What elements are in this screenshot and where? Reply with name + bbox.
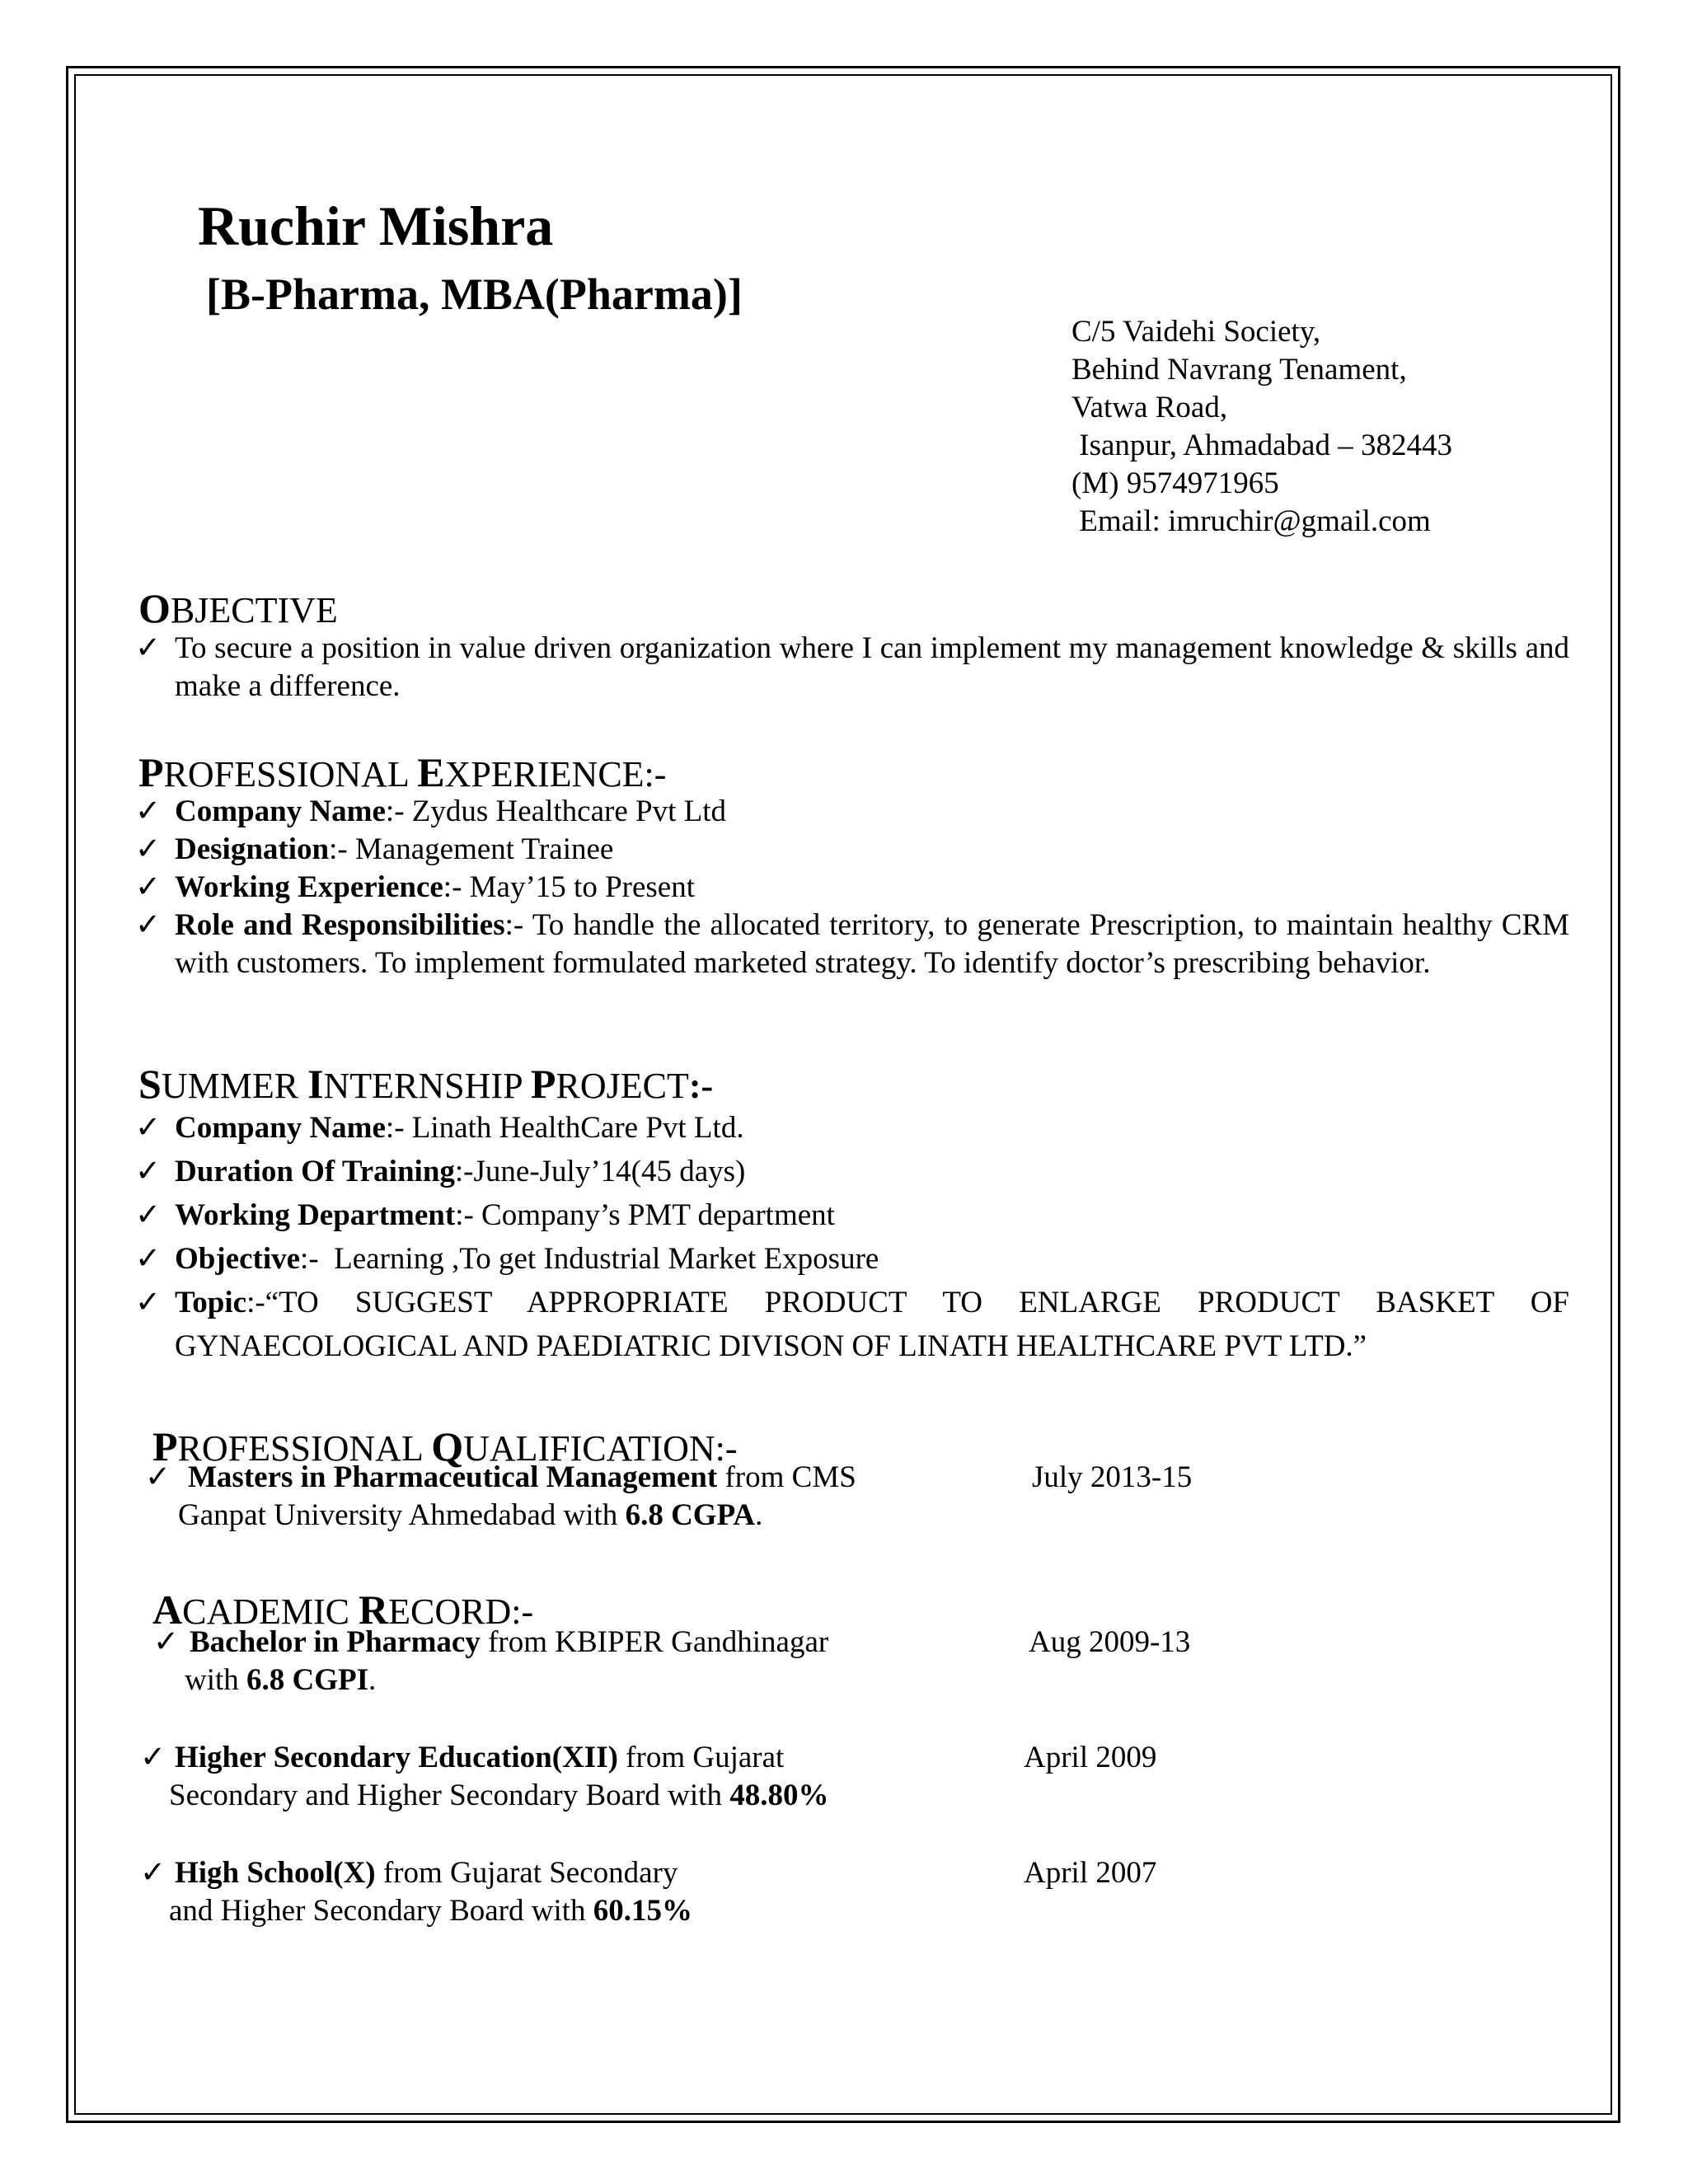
- checkmark-icon: ✓: [135, 1155, 162, 1188]
- candidate-name: Ruchir Mishra: [198, 194, 554, 257]
- checkmark-icon: ✓: [135, 908, 162, 942]
- address-line: C/5 Vaidehi Society,: [1071, 315, 1321, 349]
- academic-entry: ✓ High School(X) from Gujarat Secondary and Higher Secondary Board with 60.15% April 2007: [140, 1856, 1157, 1928]
- academic-date: April 2007: [1024, 1856, 1157, 1890]
- academic-date: Aug 2009-13: [1029, 1625, 1191, 1659]
- checkmark-icon: ✓: [135, 794, 162, 828]
- candidate-degree: [B-Pharma, MBA(Pharma)]: [206, 269, 743, 319]
- address-line: Behind Navrang Tenament,: [1071, 353, 1407, 387]
- checkmark-icon: ✓: [135, 870, 162, 904]
- internship-list: [135, 1106, 1569, 1368]
- checkmark-icon: ✓: [135, 1111, 162, 1145]
- list-item: ✓ Topic:-“TO SUGGEST APPROPRIATE PRODUCT TO ENLARGE PRODUCT BASKET OF GYNAECOLOGICAL AND PAEDIATRIC DIVISON OF LINATH HEALTHCARE PVT LTD.”: [135, 1281, 1569, 1368]
- academic-entry: ✓ Bachelor in Pharmacy from KBIPER Gandhinagar with 6.8 CGPI. Aug 2009-13: [153, 1625, 1191, 1697]
- academic-entry: ✓ Higher Secondary Education(XII) from Gujarat Secondary and Higher Secondary Board with 48.80% April 2009: [140, 1741, 1157, 1812]
- address-line: Isanpur, Ahmadabad – 382443: [1071, 429, 1452, 462]
- list-item: ✓ To secure a position in value driven organization where I can implement my management knowledge & skills and make a difference.: [135, 631, 1569, 703]
- list-item: ✓ Objective:- Learning ,To get Industrial Market Exposure: [135, 1237, 1569, 1281]
- objective-heading: OBJECTIVE: [138, 585, 338, 631]
- list-item: ✓ Designation:- Management Trainee: [135, 831, 1569, 869]
- address-line: Vatwa Road,: [1071, 391, 1228, 424]
- qualification-date: July 2013-15: [1032, 1460, 1193, 1494]
- experience-heading: PROFESSIONAL EXPERIENCE:-: [138, 749, 667, 795]
- list-item: ✓ Company Name:- Linath HealthCare Pvt Ltd.: [135, 1106, 1569, 1150]
- experience-list: [135, 793, 1569, 982]
- checkmark-icon: ✓: [145, 1460, 171, 1494]
- qualification-entry: ✓ Masters in Pharmaceutical Management from CMS Ganpat University Ahmedabad with 6.8 CGPA. July 2013-15: [145, 1460, 1193, 1532]
- phone-number: (M) 9574971965: [1071, 466, 1279, 500]
- list-item: ✓ Role and Responsibilities:- To handle the allocated territory, to generate Prescription, to maintain healthy CRM with customers. To implement formulated marketed strategy. To identify doctor’s prescribing behavior.: [135, 908, 1569, 980]
- checkmark-icon: ✓: [135, 832, 162, 866]
- address-block: [1071, 313, 1452, 541]
- checkmark-icon: ✓: [135, 1242, 162, 1276]
- checkmark-icon: ✓: [135, 1198, 162, 1232]
- checkmark-icon: ✓: [140, 1856, 166, 1890]
- checkmark-icon: ✓: [135, 1286, 162, 1319]
- qualification-heading: PROFESSIONAL QUALIFICATION:-: [152, 1423, 738, 1469]
- list-item: ✓ Duration Of Training:-June-July’14(45 days): [135, 1150, 1569, 1193]
- email-address: Email: imruchir@gmail.com: [1071, 504, 1431, 538]
- academic-heading: ACADEMIC RECORD:-: [152, 1586, 534, 1633]
- checkmark-icon: ✓: [153, 1625, 180, 1659]
- objective-list: [135, 630, 1569, 705]
- checkmark-icon: ✓: [140, 1741, 166, 1774]
- internship-heading: SUMMER INTERNSHIP PROJECT:-: [138, 1061, 714, 1107]
- academic-date: April 2009: [1024, 1741, 1157, 1774]
- list-item: ✓ Working Experience:- May’15 to Present: [135, 869, 1569, 907]
- list-item: ✓ Working Department:- Company’s PMT department: [135, 1193, 1569, 1237]
- list-item: ✓ Company Name:- Zydus Healthcare Pvt Ltd: [135, 793, 1569, 831]
- checkmark-icon: ✓: [135, 631, 162, 665]
